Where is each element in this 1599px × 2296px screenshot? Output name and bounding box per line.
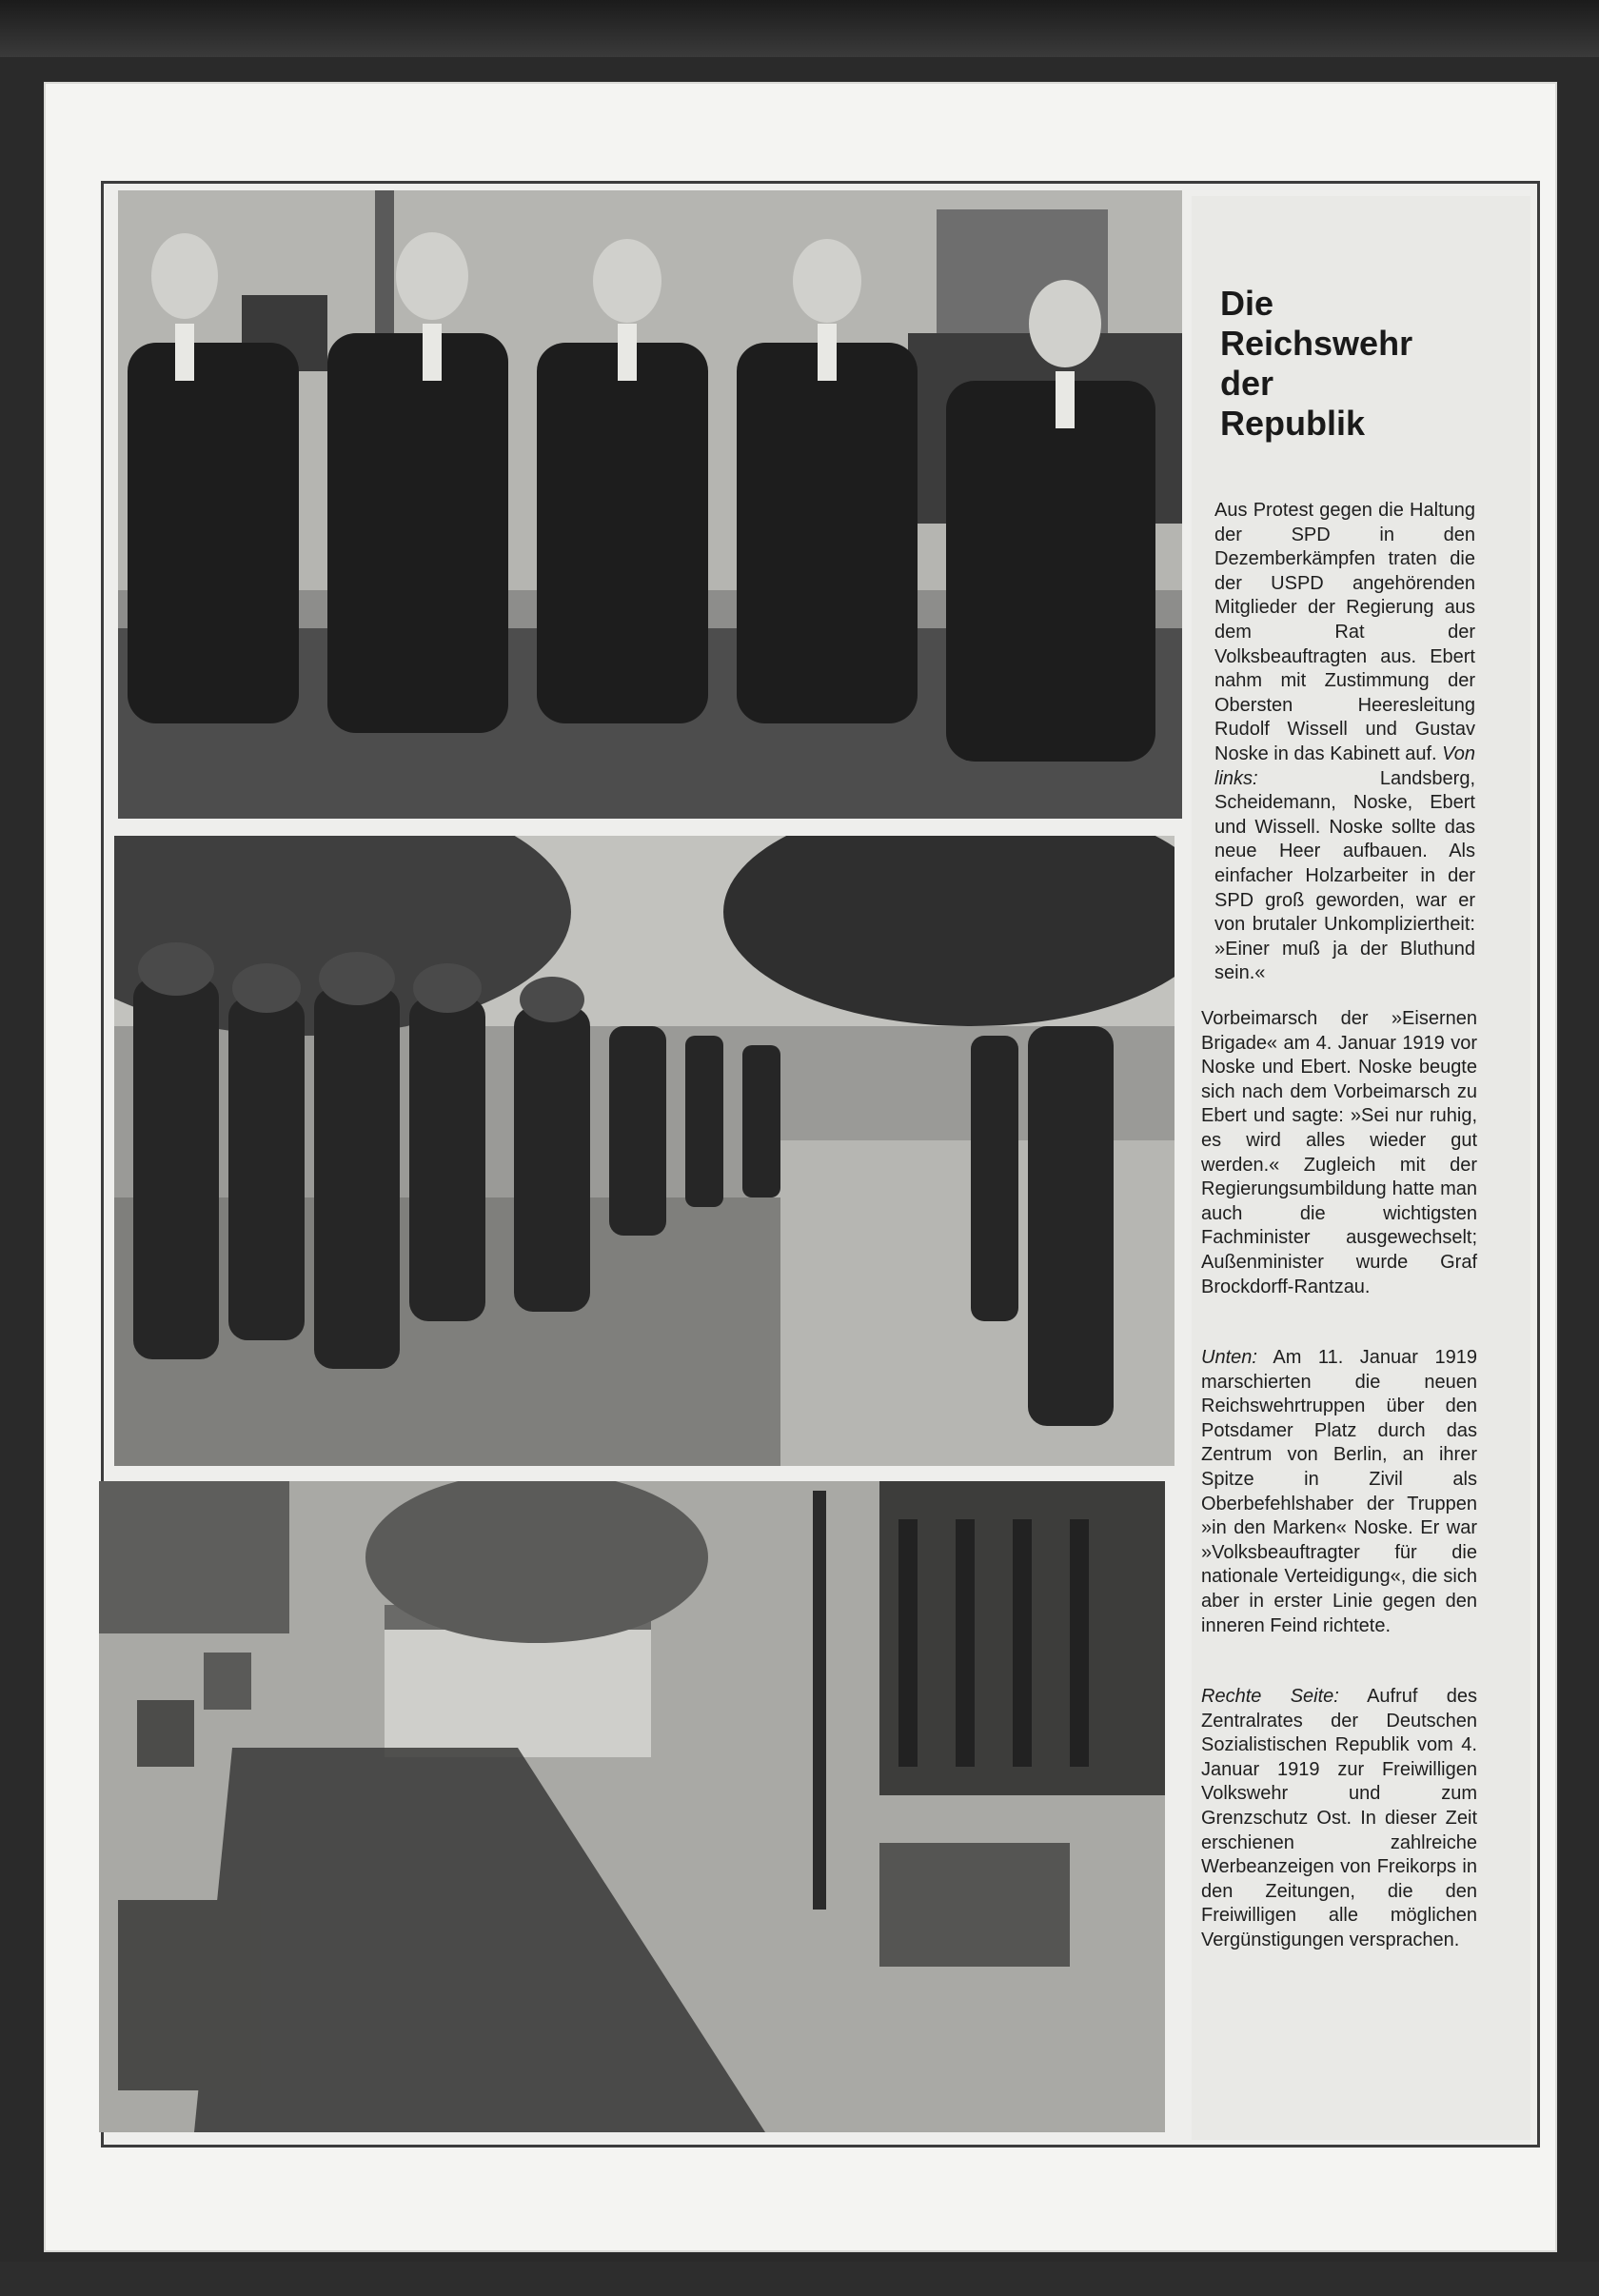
group-portrait-photo: [118, 190, 1182, 819]
caption-paragraph-1: [1214, 499, 1475, 986]
caption-text: Aus Protest gegen die Haltung der SPD in den Dezemberkämpfen traten die der USPD angehörenden Mitglieder der Regierung aus dem Rat der Volksbeauftragten aus. Ebert nahm mit Zustimmung der Obersten Heeresleitung Rudolf Wissell und Gustav Noske in das Kabinett auf.: [1214, 500, 1475, 764]
caption-lead-italic: Unten:: [1201, 1347, 1257, 1368]
caption-text: Am 11. Januar 1919 marschierten die neuen Reichswehrtruppen über den Potsdamer Platz durch das Zentrum von Berlin, an ihrer Spitze in Zivil als Oberbefehlshaber der Truppen »in den Marken« Noske. Er war »Volksbeauftragter für die nationale Verteidigung«, die sich aber in erster Linie gegen den inneren Feind richtete.: [1201, 1347, 1477, 1636]
street-parade-photo: [99, 1481, 1165, 2132]
marching-soldiers-photo: [114, 836, 1175, 1466]
caption-text: Vorbeimarsch der »Eisernen Brigade« am 4. Januar 1919 vor Noske und Ebert. Noske beugte sich nach dem Vorbeimarsch zu Ebert und sagte: »Sei nur ruhig, es wird alles wieder gut werden.« Zugleich mit der Regierungsumbildung hatte man auch die wichtigsten Fachminister ausgewechselt; Außenminister wurde Graf Brockdorff-Rantzau.: [1201, 1008, 1477, 1297]
article-title: Die Reichswehr der Republik: [1220, 284, 1413, 443]
caption-paragraph-3: [1201, 1346, 1477, 1638]
scanner-backdrop-bottom: [0, 2262, 1599, 2296]
caption-lead-italic: Rechte Seite:: [1201, 1686, 1339, 1707]
caption-paragraph-4: [1201, 1685, 1477, 1953]
caption-text-continued: Landsberg, Scheidemann, Noske, Ebert und Wissell. Noske sollte das neue Heer aufbauen. Als einfacher Holzarbeiter in der SPD groß geworden, war er von brutaler Unkompliziertheit: »Einer muß ja der Bluthund sein.«: [1214, 767, 1475, 984]
caption-text: Aufruf des Zentralrates der Deutschen Sozialistischen Republik vom 4. Januar 1919 zur Freiwilligen Volkswehr und zum Grenzschutz Ost. In dieser Zeit erschienen zahlreiche Werbeanzeigen von Freikorps in den Zeitungen, die den Freiwilligen alle möglichen Vergünstigungen versprachen.: [1201, 1686, 1477, 1950]
caption-lead-italic: Von links:: [1214, 742, 1475, 789]
scanner-backdrop: [0, 0, 1599, 57]
caption-paragraph-2: [1201, 1007, 1477, 1299]
